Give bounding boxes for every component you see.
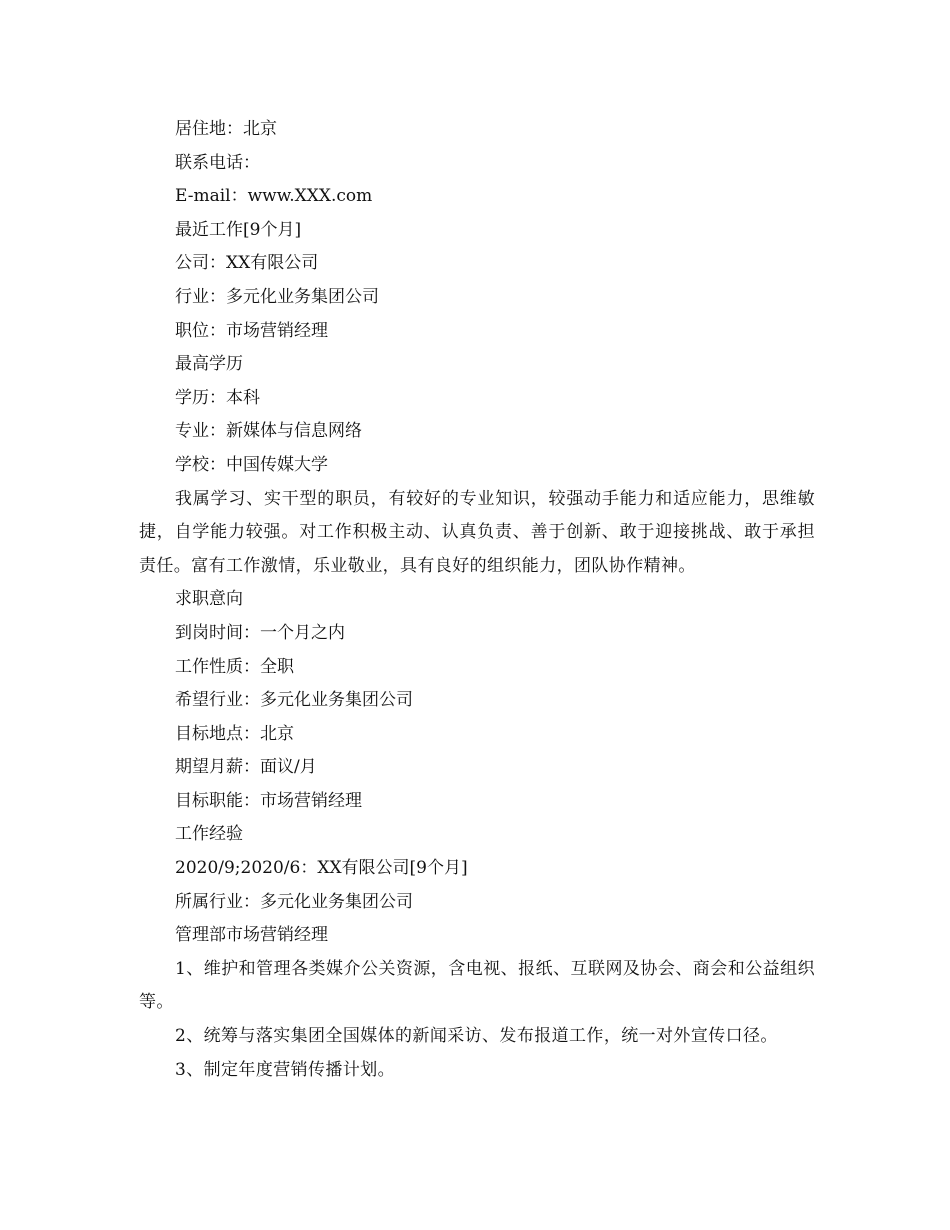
duty-item-2: 2、统筹与落实集团全国媒体的新闻采访、发布报道工作，统一对外宣传口径。 (175, 1026, 778, 1047)
duty-item-1: 1、维护和管理各类媒介公关资源，含电视、报纸、互联网及协会、商会和公益组织等。 (139, 958, 815, 1013)
recent-work-heading: 最近工作[9个月] (175, 219, 302, 240)
expected-salary-line: 期望月薪：面议/月 (175, 757, 317, 778)
school-line: 学校：中国传媒大学 (175, 454, 328, 475)
residence-line: 居住地：北京 (175, 119, 277, 139)
experience-department-line: 管理部市场营销经理 (175, 925, 328, 946)
education-heading: 最高学历 (175, 354, 243, 375)
target-location-line: 目标地点：北京 (175, 723, 294, 744)
major-line: 专业：新媒体与信息网络 (175, 421, 362, 442)
position-line: 职位：市场营销经理 (175, 320, 328, 341)
job-type-line: 工作性质：全职 (175, 656, 294, 677)
experience-heading: 工作经验 (175, 824, 243, 845)
experience-industry-line: 所属行业：多元化业务集团公司 (175, 891, 413, 912)
self-evaluation-paragraph: 我属学习、实干型的职员，有较好的专业知识，较强动手能力和适应能力，思维敏捷，自学能力较强。对工作积极主动、认真负责、善于创新、敢于迎接挑战、敢于承担责任。富有工作激情，乐业敬业，具有良好的组织能力，团队协作精神。 (139, 488, 815, 576)
target-function-line: 目标职能：市场营销经理 (175, 790, 362, 811)
degree-line: 学历：本科 (175, 387, 260, 408)
email-line: E-mail：www.XXX.com (175, 186, 373, 207)
experience-period-line: 2020/9;2020/6：XX有限公司[9个月] (175, 858, 468, 879)
intention-heading: 求职意向 (175, 589, 243, 610)
start-time-line: 到岗时间：一个月之内 (175, 622, 345, 643)
resume-content (139, 113, 815, 1087)
industry-line: 行业：多元化业务集团公司 (175, 286, 379, 307)
phone-line: 联系电话： (175, 152, 260, 173)
duty-item-3: 3、制定年度营销传播计划。 (175, 1059, 396, 1080)
desired-industry-line: 希望行业：多元化业务集团公司 (175, 690, 413, 711)
company-line: 公司：XX有限公司 (175, 253, 319, 274)
